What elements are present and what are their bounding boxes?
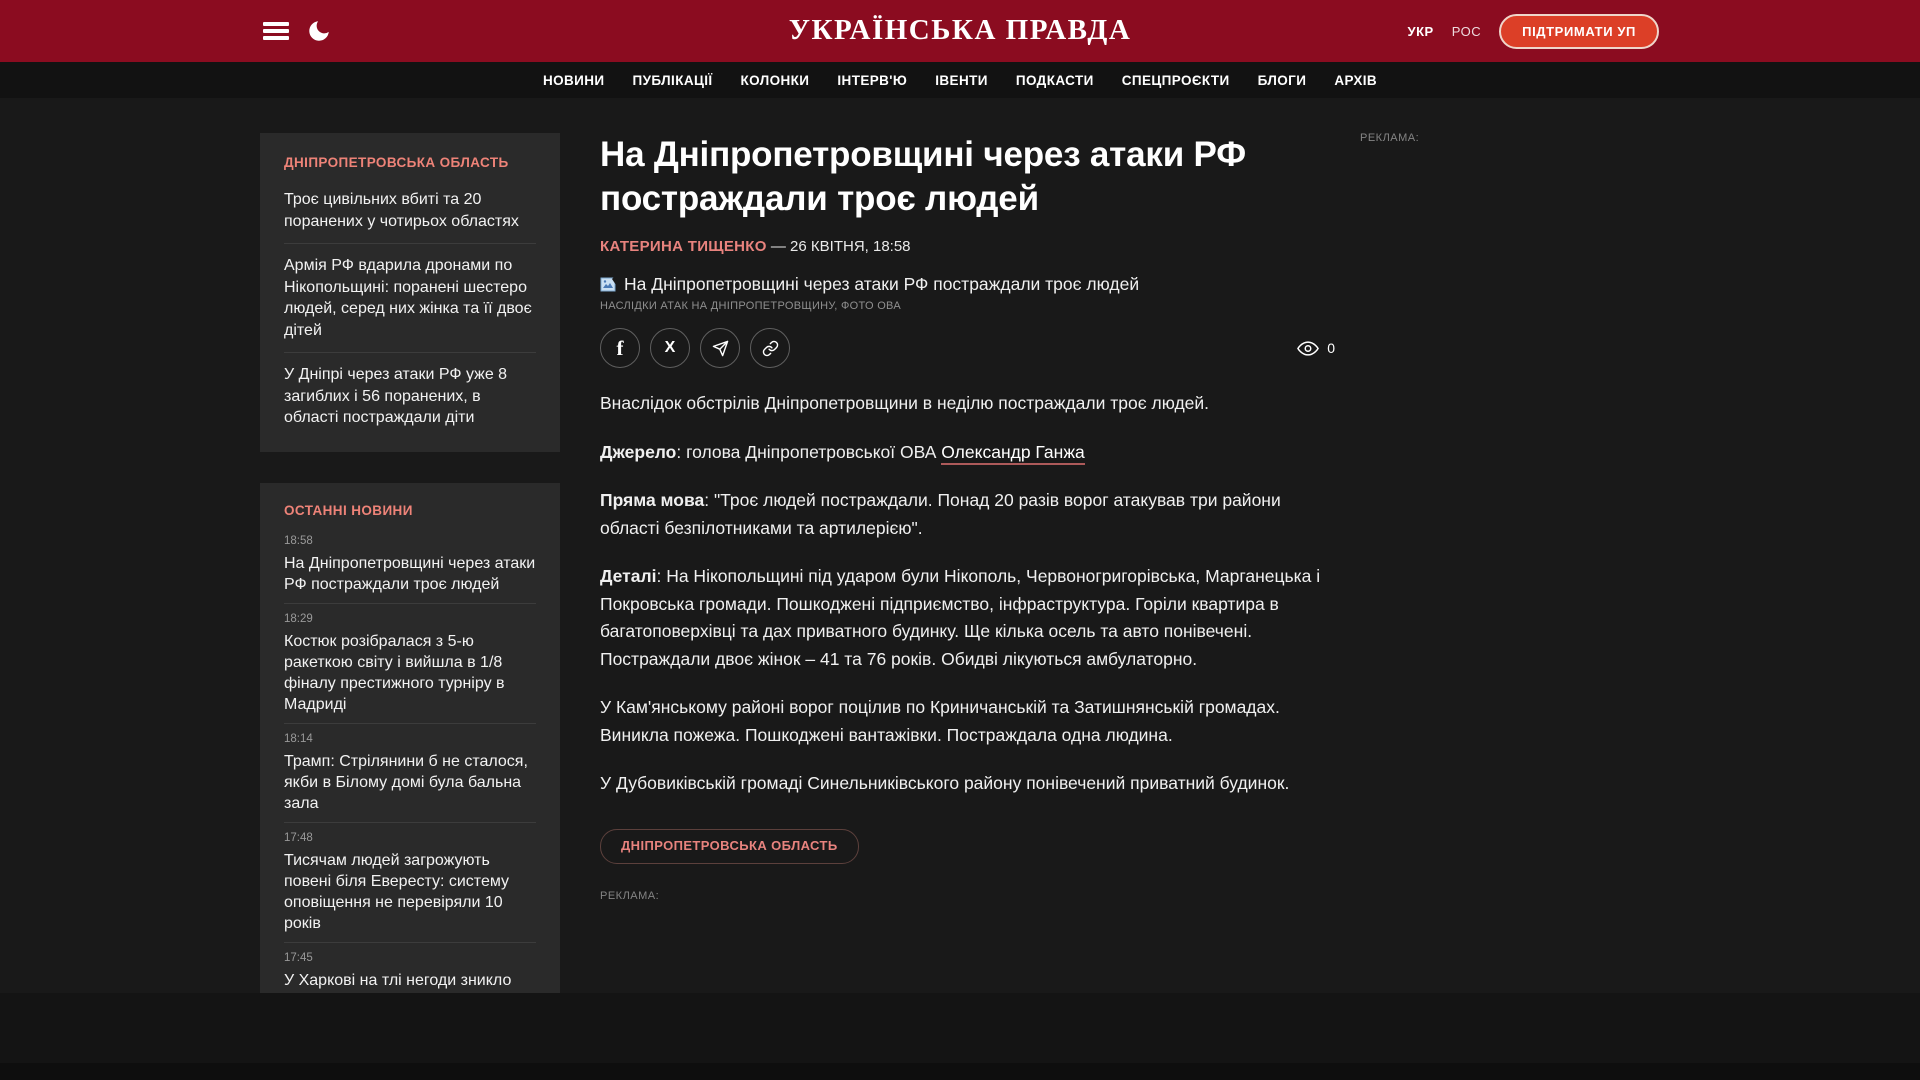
author-link[interactable]: КАТЕРИНА ТИЩЕНКО — [600, 238, 767, 255]
nav-item-1[interactable]: ПУБЛІКАЦІЇ — [632, 72, 713, 88]
publish-date: — 26 КВІТНЯ, 18:58 — [770, 238, 911, 255]
latest-news-title: На Дніпропетровщині через атаки РФ постраждали троє людей — [284, 555, 536, 593]
latest-box-title[interactable]: ОСТАННІ НОВИНИ — [284, 503, 413, 518]
header-right — [1408, 0, 1659, 62]
nav-item-8[interactable]: АРХІВ — [1334, 72, 1378, 88]
topic-news-item[interactable]: У Дніпрі через атаки РФ уже 8 загиблих і 56 поранених, в області постраждали діти — [284, 352, 536, 440]
copy-link-icon — [762, 340, 779, 357]
image-caption: НАСЛІДКИ АТАК НА ДНІПРОПЕТРОВЩИНУ, ФОТО ОВА — [600, 300, 901, 312]
article-paragraph — [600, 770, 1335, 798]
latest-news-item[interactable] — [284, 822, 536, 942]
body-text: Внаслідок обстрілів Дніпропетровщини в неділю постраждали троє людей. — [600, 393, 1210, 413]
latest-news-title: У Харкові на тлі негоди зникло — [284, 972, 512, 989]
body-text: : На Нікопольщині під ударом були Нікополь, Червоногригорівська, Марганецька і Покровська громади. Пошкоджені підприємство, інфраструктура. Горіли квартира в багатоповерхівці та дах приватного будинку. Ще кілька осель та авто понівечені. Постраждали двоє жінок – 41 та 76 років. Обидві лікуються амбулаторно. — [600, 566, 1321, 669]
ad-label-bottom: РЕКЛАМА: — [600, 889, 660, 902]
article-paragraph — [600, 390, 1335, 418]
image-alt-text: На Дніпропетровщині через атаки РФ постраждали троє людей — [624, 274, 1140, 294]
copy-link-share-button[interactable] — [750, 328, 790, 368]
latest-news-item[interactable] — [284, 526, 536, 603]
bold-lead-in: Деталі — [600, 566, 657, 586]
body-text: : голова Дніпропетровської ОВА — [676, 441, 942, 462]
ad-label-right: РЕКЛАМА: — [1360, 132, 1420, 144]
latest-news-time: 18:29 — [284, 613, 313, 625]
footer-bottom-bar — [0, 1063, 1920, 1080]
nav-item-6[interactable]: СПЕЦПРОЄКТИ — [1121, 72, 1230, 88]
article-paragraph — [600, 694, 1335, 749]
nav-item-3[interactable]: ІНТЕРВ'Ю — [837, 72, 908, 88]
main-nav — [0, 62, 1920, 98]
facebook-icon: f — [616, 335, 624, 360]
tag-pill[interactable]: ДНІПРОПЕТРОВСЬКА ОБЛАСТЬ — [600, 829, 859, 864]
topic-news-item[interactable]: Троє цивільних вбиті та 20 поранених у чотирьох областях — [284, 191, 519, 230]
latest-news-title: Тисячам людей загрожують повені біля Евересту: систему оповіщення не перевіряли 10 років — [284, 852, 510, 932]
site-header — [0, 0, 1920, 62]
byline — [600, 238, 1335, 255]
topic-news-item[interactable]: Армія РФ вдарила дронами по Нікопольщині: поранені шестеро людей, серед них жінка та її двоє дітей — [284, 243, 536, 352]
share-row — [600, 328, 1335, 368]
telegram-share-button[interactable] — [700, 328, 740, 368]
x-share-button[interactable] — [650, 328, 690, 368]
bold-lead-in: Пряма мова — [600, 490, 705, 510]
nav-item-2[interactable]: КОЛОНКИ — [740, 72, 810, 88]
article-paragraph — [600, 439, 1335, 467]
latest-news-item[interactable] — [284, 942, 536, 993]
latest-news-item[interactable] — [284, 603, 536, 723]
telegram-icon — [712, 340, 729, 357]
article-body — [600, 390, 1335, 798]
nav-item-0[interactable]: НОВИНИ — [542, 72, 605, 88]
latest-box-list — [284, 526, 536, 993]
lang-toggle-ukr[interactable]: УКР — [1407, 23, 1434, 39]
topic-box-list — [284, 178, 536, 440]
body-text: У Кам'янському районі ворог поцілив по Криничанській та Затишнянській громадах. Виникла пожежа. Пошкоджені вантажівки. Постраждала одна людина. — [600, 697, 1280, 745]
nav-item-7[interactable]: БЛОГИ — [1257, 72, 1307, 88]
bold-lead-in: Джерело — [600, 441, 677, 462]
article-image-broken — [600, 274, 1335, 295]
article — [600, 133, 1335, 902]
topic-box-title[interactable]: ДНІПРОПЕТРОВСЬКА ОБЛАСТЬ — [284, 155, 509, 170]
latest-news-time: 17:45 — [284, 952, 313, 964]
latest-news-time: 18:58 — [284, 535, 313, 547]
article-paragraph — [600, 487, 1335, 542]
nav-item-5[interactable]: ПОДКАСТИ — [1015, 72, 1094, 88]
x-icon: X — [664, 339, 676, 356]
lang-toggle-ros[interactable]: РОС — [1451, 23, 1482, 39]
article-title: На Дніпропетровщині через атаки РФ постраждали троє людей — [600, 135, 1246, 218]
views-counter — [1297, 340, 1335, 356]
latest-news-time: 18:14 — [284, 733, 313, 745]
footer — [0, 993, 1920, 1063]
latest-news-time: 17:48 — [284, 832, 313, 844]
eye-icon — [1297, 341, 1319, 356]
body-text: : "Троє людей постраждали. Понад 20 разів ворог атакував три райони області безпілотниками та артилерією". — [600, 490, 1281, 538]
site-logo[interactable]: УКРАЇНСЬКА ПРАВДА — [788, 14, 1132, 46]
latest-news-item[interactable] — [284, 723, 536, 822]
views-count: 0 — [1327, 340, 1335, 356]
content-area — [0, 98, 1920, 993]
article-paragraph — [600, 563, 1335, 673]
latest-news-title: Костюк розібралася з 5-ю ракеткою світу і вийшла в 1/8 фіналу престижного турніру в Мадриді — [284, 633, 505, 713]
share-buttons — [600, 328, 790, 368]
facebook-share-button[interactable] — [600, 328, 640, 368]
sidebar-topic-box — [260, 133, 560, 452]
inline-link[interactable]: Олександр Ганжа — [941, 442, 1085, 465]
nav-item-4[interactable]: ІВЕНТИ — [935, 72, 988, 88]
body-text: У Дубовиківській громаді Синельниківського району понівечений приватний будинок. — [600, 773, 1290, 793]
broken-image-icon — [600, 277, 619, 292]
sidebar-latest-news-box — [260, 483, 560, 993]
support-up-button[interactable]: ПІДТРИМАТИ УП — [1499, 14, 1659, 49]
latest-news-title: Трамп: Стрілянини б не сталося, якби в Білому домі була бальна зала — [284, 753, 528, 812]
